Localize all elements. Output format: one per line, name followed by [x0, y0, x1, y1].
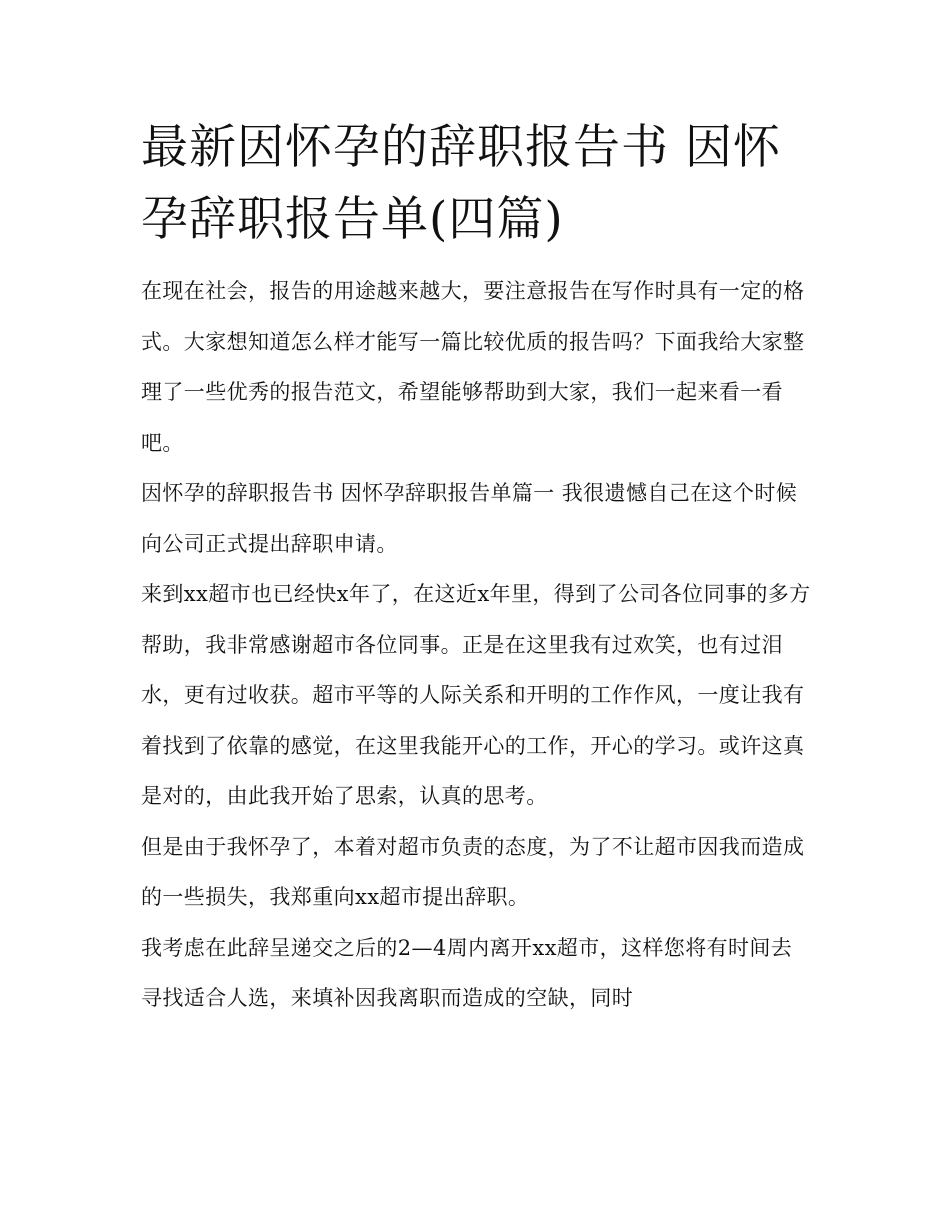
document-body	[141, 112, 813, 1024]
document-title: 最新因怀孕的辞职报告书 因怀孕辞职报告单(四篇)	[141, 120, 781, 247]
paragraph-section-one-heading: 因怀孕的辞职报告书 因怀孕辞职报告单篇一 我很遗憾自己在这个时候向公司正式提出辞职申请。	[141, 481, 798, 556]
paragraph-reason: 但是由于我怀孕了，本着对超市负责的态度，为了不让超市因我而造成的一些损失，我郑重向xx超市提出辞职。	[141, 834, 805, 909]
paragraph-experience: 来到xx超市也已经快x年了，在这近x年里，得到了公司各位同事的多方帮助，我非常感谢超市各位同事。正是在这里我有过欢笑，也有过泪水，更有过收获。超市平等的人际关系和开明的工作作风，一度让我有着找到了依靠的感觉，在这里我能开心的工作，开心的学习。或许这真是对的，由此我开始了思索，认真的思考。	[141, 582, 811, 808]
paragraph-intro: 在现在社会，报告的用途越来越大，要注意报告在写作时具有一定的格式。大家想知道怎么样才能写一篇比较优质的报告吗？下面我给大家整理了一些优秀的报告范文，希望能够帮助到大家，我们一起来看一看吧。	[141, 279, 805, 455]
paragraph-timeline: 我考虑在此辞呈递交之后的2—4周内离开xx超市，这样您将有时间去寻找适合人选，来填补因我离职而造成的空缺，同时	[141, 935, 793, 1010]
